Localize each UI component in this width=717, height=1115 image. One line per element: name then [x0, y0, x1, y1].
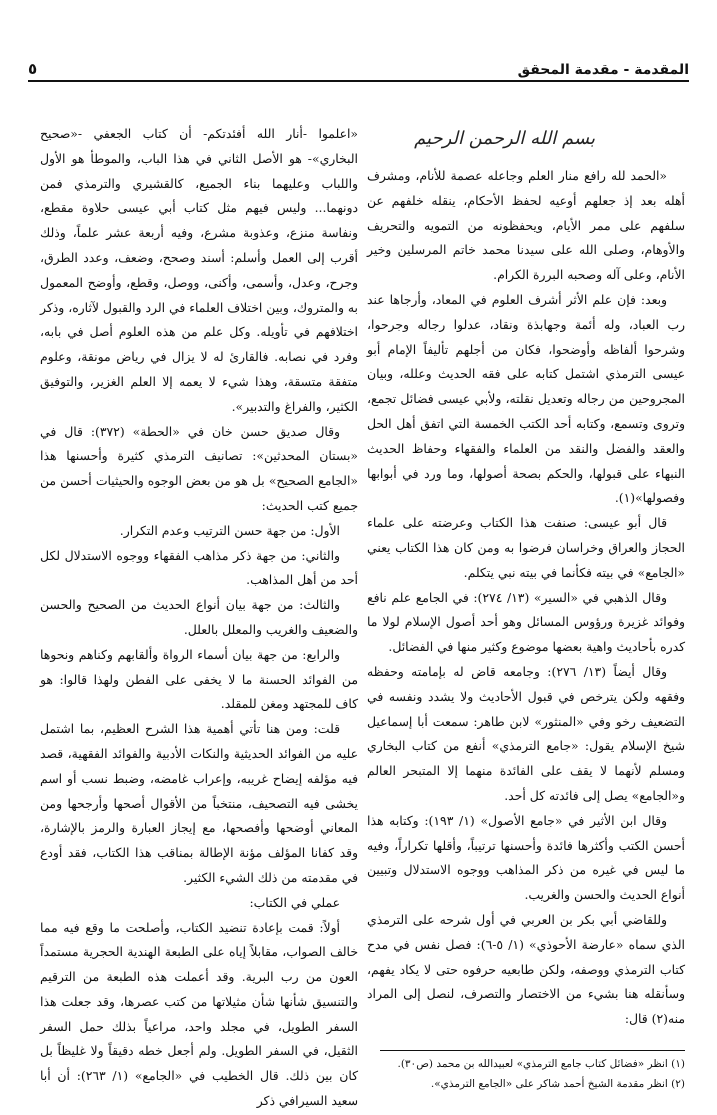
paragraph: وبعد: فإن علم الأثر أشرف العلوم في المعاد، وأرجاها عند رب العباد، وله أئمة وجهابذة ونقاد، عدلوا رجاله وجرحوا، وشرحوا ألفاظه وأوضحوا، فكان من أجلهم تأليفاً الإمام أبو عيسى الترمذي اشتمل كتابه على فقه الحديث وعلله، وبيان المجروحين من رجاله وتعديل نقلته، ولأبي عيسى فضائل تجمع، وتروى وتسمع، وكتابه أحد الكتب الخمسة التي اتفق أهل الحل والعقد والفضل والنقد من العلماء والفقهاء وحفاظ الحديث النبهاء على قبولها، والحكم بصحة أصولها، وما ورد في أبوابها وفصولها»(١).	[367, 291, 685, 506]
paragraph: قال أبو عيسى: صنفت هذا الكتاب وعرضته على علماء الحجاز والعراق وخراسان فرضوا به ومن كان هذا الكتاب يعني «الجامع» في بيته فكأنما في بيته نبي يتكلم.	[367, 515, 685, 580]
header-rule	[28, 80, 689, 82]
footnote: (٢) انظر مقدمة الشيخ أحمد شاكر على «الجامع الترمذي».	[430, 1078, 685, 1090]
paragraph: وللقاضي أبي بكر بن العربي في أول شرحه على الترمذي الذي سماه «عارضة الأحوذي» (١/ ٥-٦): فصل نفس في مدح كتاب الترمذي ووصفه، ولكن طابعيه حرفوه حتى لا يكاد يفهم، وسأنقله هنا بشيء من الاختصار والتصرف، لنصل إلى المراد منه(٢) قال:	[367, 911, 685, 1027]
basmala-text: بسم الله الرحمن الرحيم	[414, 127, 595, 149]
paragraph: وقال صديق حسن خان في «الحطة» (٣٧٢): قال في «بستان المحدثين»: تصانيف الترمذي كثيرة وأحسنها هذا «الجامع الصحيح» بل هو من بعض الوجوه والحيثيات أحسن من جميع كتب الحديث:	[40, 423, 358, 513]
paragraph: «الحمد لله رافع منار العلم وجاعله عصمة للأنام، ومشرف أهله بعد إذ جعلهم أوعيه لحفظ الأحكام، ينقله خلفهم عن سلفهم على ممر الأيام، ويحفظونه من التمويه والتحريف والأوهام، وصلى الله على سيدنا محمد خاتم المرسلين وخير الأنام، وعلى آله وصحبه البررة الكرام.	[367, 168, 685, 283]
footnotes	[367, 1054, 685, 1094]
left-column	[40, 122, 358, 1114]
paragraph: والرابع: من جهة بيان أسماء الرواة وألقابهم وكناهم ونحوها من الفوائد الحسنة ما لا يخفى على الفطن ولهذا قالوا: هو كاف للمجتهد ومغن للمقلد.	[40, 646, 358, 712]
paragraph: وقال أيضاً (١٣/ ٢٧٦): وجامعه قاض له بإمامته وحفظه وفقهه ولكن يترخص في قبول الأحاديث ولا يشدد ونفسه في التضعيف رخو وفي «المنثور» لابن طاهر: سمعت أبا إسماعيل شيخ الإسلام يقول: «جامع الترمذي» أنفع من كتاب البخاري ومسلم لأنهما لا يقف على الفائدة منهما إلا المتبحر العالم و«الجامع» يصل إلى فائدته كل أحد.	[367, 663, 685, 803]
paragraph: وقال ابن الأثير في «جامع الأصول» (١/ ١٩٣): وكتابه هذا أحسن الكتب وأكثرها فائدة وأحسنها ترتيباً، وأقلها تكراراً، وفيه ما ليس في غيره من ذكر المذاهب ووجوه الاستدلال وتبيين أنواع الحديث والحسن والغريب.	[367, 812, 685, 903]
paragraph: والثالث: من جهة بيان أنواع الحديث من الصحيح والحسن والضعيف والغريب والمعلل بالعلل.	[40, 597, 358, 637]
page-header	[28, 52, 689, 78]
footnote-rule	[380, 1050, 685, 1051]
footnote: (١) انظر «فضائل كتاب جامع الترمذي» لعبيدالله بن محمد (ص٣٠).	[397, 1058, 685, 1070]
page-number: ٥	[28, 60, 38, 78]
right-column	[367, 120, 685, 1032]
paragraph: أولاً: قمت بإعادة تنضيد الكتاب، وأصلحت ما وقع فيه مما خالف الصواب، مقابلاً إياه على الطبعة الهندية الحجرية مستمداً العون من رب البرية. وقد أعملت هذه الطبعة من الترقيم والتنسيق شأنها شأن مثيلاتها من كتب عصرها، وقد جعلت هذا السفر الطويل، في مجلد واحد، مراعياً بذلك حمل السفر الثقيل، في السفر الطويل. ولم أجعل خطه دقيقاً ولا غليظاً بل كان بين ذلك. قال الخطيب في «الجامع» (١/ ٢٦٣): أن أبا سعيد السيرافي ذكر	[40, 919, 358, 1109]
basmala-calligraphy	[367, 120, 685, 158]
paragraph: وقال الذهبي في «السير» (١٣/ ٢٧٤): في الجامع علم نافع وفوائد غزيرة ورؤوس المسائل وهو أحد أصول الإسلام لولا ما كدره بأحاديث واهية بعضها موضوع وكثير منها في الفضائل.	[367, 589, 685, 655]
paragraph: الأول: من جهة حسن الترتيب وعدم التكرار.	[119, 522, 340, 538]
paragraph: «اعلموا -أنار الله أفئدتكم- أن كتاب الجعفي -«صحيح البخاري»- هو الأصل الثاني في هذا الباب، والموطأ هو الأول واللباب وعليهما بناء الجميع، كالقشيري والترمذي فمن دونهما... وليس فيهم مثل كتاب أبي عيسى حلاوة مقطع، ونفاسة منزع، وعذوبة مشرع، وفيه أربعة عشر علماً، وذلك أقرب إلى العمل وأسلم: أسند وصحح، وضعف، وعدد الطرق، وجرح، وعدل، وأسمى، وأكنى، ووصل، وقطع، وأوضح المعمول به والمتروك، وبين اختلاف العلماء في الرد والقبول لآثاره، وذكر اختلافهم في تأويله. وكل علم من هذه العلوم أصل في بابه، وفرد في نصابه. فالقارئ له لا يزال في رياض مونقة، وعلوم متفقة متسقة، وهذا شيء لا يعمه إلا العلم الغزير، والتوفيق الكثير، والفراغ والتدبير».	[40, 126, 358, 414]
paragraph: قلت: ومن هنا تأتي أهمية هذا الشرح العظيم، بما اشتمل عليه من الفوائد الحديثية والنكات الأدبية والفوائد الفقهية، قصد فيه مؤلفه إيضاح غريبه، وإعراب غامضه، وضبط نسب أو اسم يخشى فيه التصحيف، منتخباً من الأقوال أصحها وأرجحها ومن المعاني أوضحها وأفصحها، مع إيجاز العبارة والرمز بالإشارة، وقد كفانا المؤلف مؤنة الإطالة بمناقب هذا الكتاب، فقد أودع في مقدمته من ذلك الشيء الكثير.	[40, 721, 358, 885]
paragraph: والثاني: من جهة ذكر مذاهب الفقهاء ووجوه الاستدلال لكل أحد من أهل المذاهب.	[40, 547, 358, 588]
running-title: المقدمة - مقدمة المحقق	[517, 62, 689, 78]
section-heading: عملي في الكتاب:	[249, 894, 340, 910]
